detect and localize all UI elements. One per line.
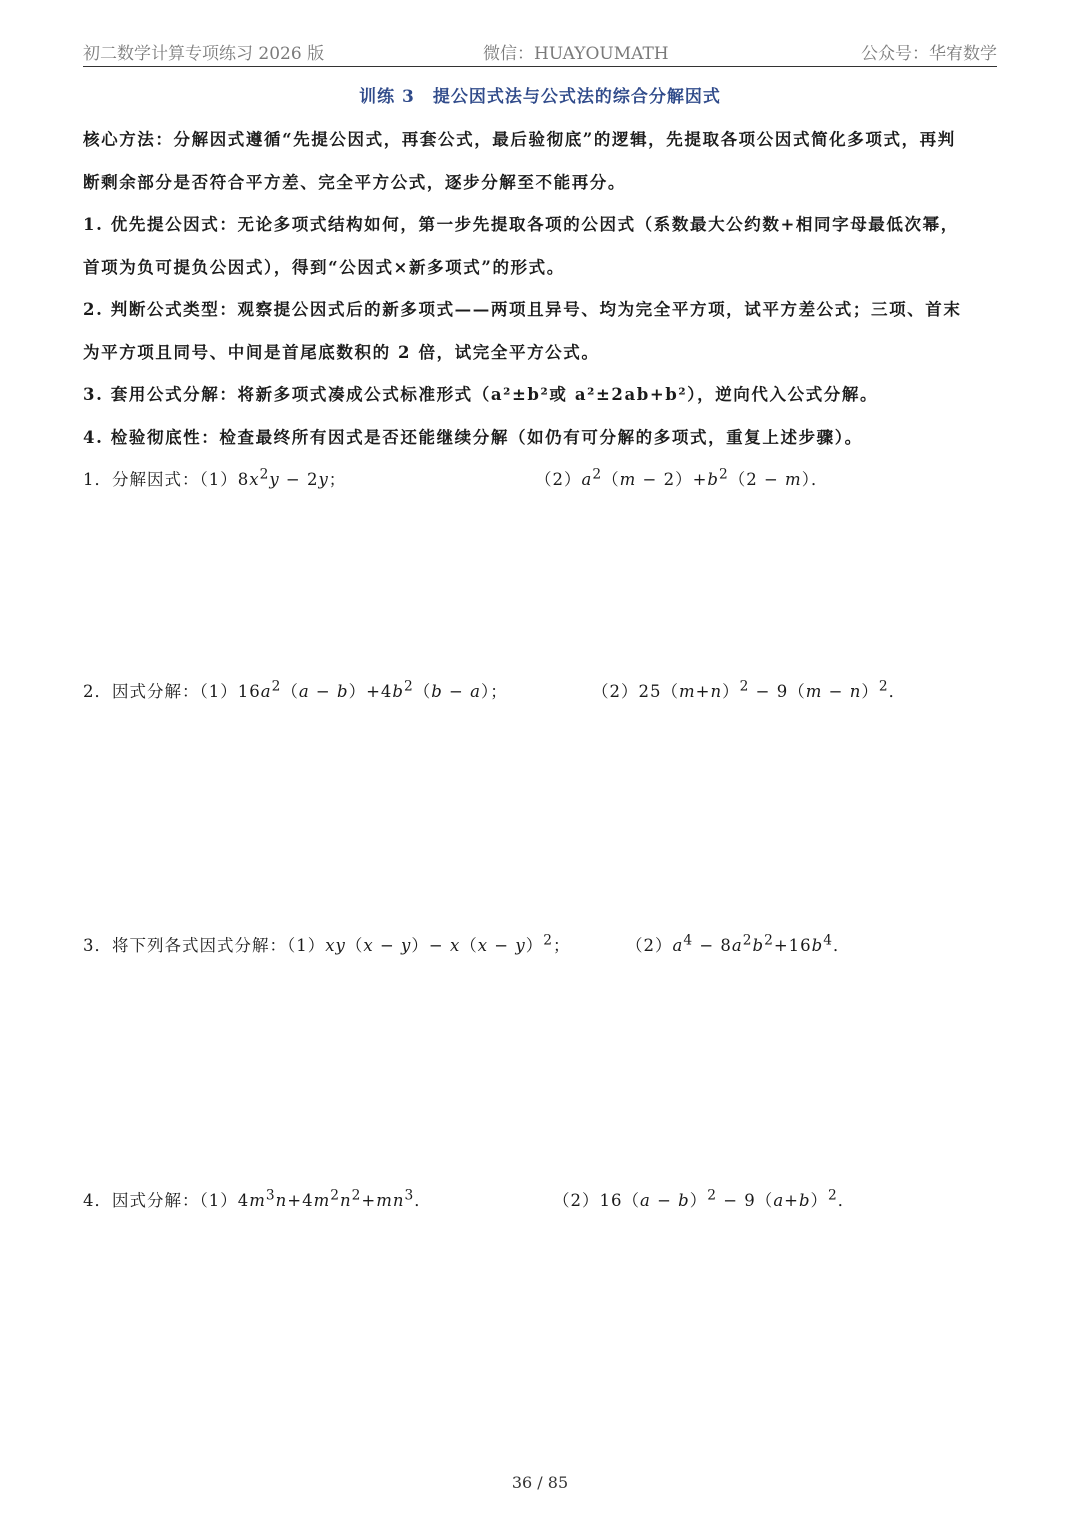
- step-1-line-1: 1. 优先提公因式：无论多项式结构如何，第一步先提取各项的公因式（系数最大公约数+相同字母最低次幂，: [83, 215, 959, 234]
- header-left: 初二数学计算专项练习 2026 版: [83, 44, 325, 64]
- question-2-part-2-expr: $25(m+n)^2 - 9(m - n)^2$．: [638, 678, 907, 701]
- question-1-part-2-expr: $a^2(m - 2)+b^2(2 - m)$．: [581, 466, 829, 489]
- method-line-1: 核心方法：分解因式遵循“先提公因式，再套公式，最后验彻底”的逻辑，先提取各项公因式简化多项式，再判: [83, 130, 956, 149]
- question-3-part-2-label: （2）: [626, 936, 673, 955]
- question-2-part-2: [592, 678, 906, 702]
- question-4-part-1-expr: $4m^3n+4m^2n^2+mn^3$．: [237, 1187, 432, 1210]
- question-2: [83, 678, 508, 702]
- question-3-label: 3．将下列各式因式分解：（1）: [83, 936, 326, 955]
- method-line-2: 断剩余部分是否符合平方差、完全平方公式，逐步分解至不能再分。: [83, 173, 626, 192]
- step-2-line-1: 2. 判断公式类型：观察提公因式后的新多项式——两项且异号、均为完全平方项，试平方差公式；三项、首末: [83, 300, 962, 319]
- question-4-part-2-label: （2）: [553, 1191, 600, 1210]
- step-2-line-2: 为平方项且同号、中间是首尾底数积的 2 倍，试完全平方公式。: [83, 343, 600, 362]
- page-header: [83, 36, 997, 67]
- step-1-line-2: 首项为负可提负公因式），得到“公因式×新多项式”的形式。: [83, 258, 565, 277]
- section-title: 训练 3 提公因式法与公式法的综合分解因式: [359, 87, 721, 107]
- question-1-part-1-expr: $8x^2y - 2y$；: [237, 466, 347, 489]
- header-wechat: 微信：HUAYOUMATH: [483, 44, 669, 64]
- question-2-label: 2．因式分解：（1）: [83, 682, 238, 701]
- question-1-label: 1．分解因式：（1）: [83, 470, 238, 489]
- question-4-part-2-expr: $16(a - b)^2 - 9(a+b)^2$．: [599, 1187, 856, 1210]
- step-4-line-1: 4. 检验彻底性：检查最终所有因式是否还能继续分解（如仍有可分解的多项式，重复上述步骤）。: [83, 428, 863, 447]
- question-1-part-2-label: （2）: [535, 470, 582, 489]
- header-public-account: 公众号：华宥数学: [861, 44, 997, 64]
- question-3-part-2-expr: $a^4 - 8a^2b^2+16b^4$．: [672, 932, 851, 955]
- question-1: [83, 466, 346, 490]
- question-2-part-2-label: （2）: [592, 682, 639, 701]
- question-3-part-1-expr: $xy(x - y)- x(x - y)^2$；: [325, 932, 571, 955]
- question-3: [83, 932, 570, 956]
- step-3-line-1: 3. 套用公式分解：将新多项式凑成公式标准形式（a²±b²或 a²±2ab+b²），逆向代入公式分解。: [83, 385, 879, 404]
- question-4: [83, 1187, 432, 1211]
- question-4-part-2: [553, 1187, 855, 1211]
- question-2-part-1-expr: $16a^2(a - b)+4b^2(b - a)$；: [237, 678, 508, 701]
- question-1-part-2: [535, 466, 828, 490]
- question-3-part-2: [626, 932, 850, 956]
- page-number: 36 / 85: [511, 1473, 569, 1492]
- question-4-label: 4．因式分解：（1）: [83, 1191, 238, 1210]
